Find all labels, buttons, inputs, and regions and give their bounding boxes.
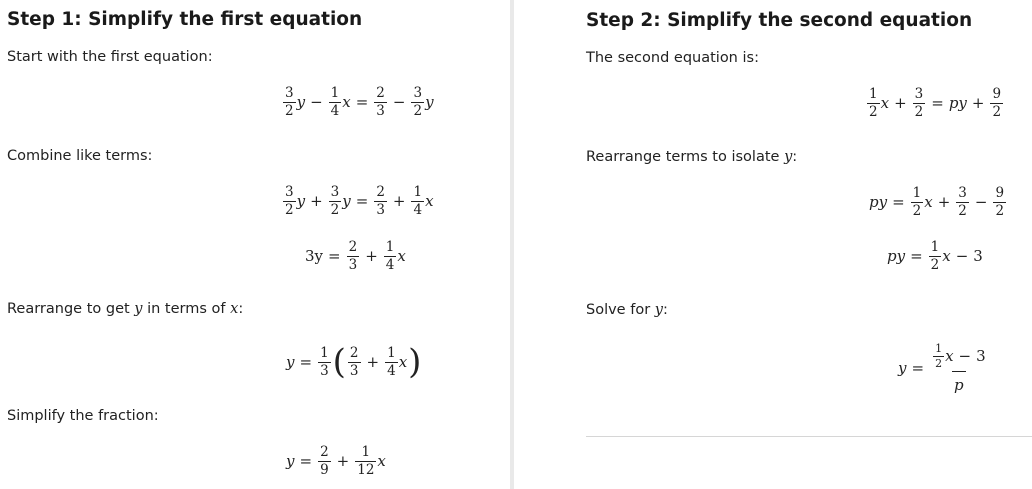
solved-y-equation: y = $\frac{1}{2}$ x − 3 p: [898, 342, 986, 395]
simplified-equation: y = $\frac{2}{9}$ + $\frac{1}{12}$ x: [286, 444, 386, 478]
isolate-text: Rearrange terms to isolate y:: [586, 149, 798, 165]
step2-intro-text: The second equation is:: [586, 50, 759, 66]
step1-heading: Step 1: Simplify the first equation: [7, 9, 363, 30]
fraction: $\frac{9}{2}$: [995, 185, 1005, 219]
fraction: $\frac{1}{4}$: [385, 239, 395, 273]
py-equation: py = $\frac{1}{2}$ x − 3: [887, 239, 983, 273]
fraction: $\frac{1}{2}$: [869, 86, 878, 120]
left-step-panel: [0, 0, 510, 489]
three-y-equation: 3y = $\frac{2}{3}$ + $\frac{1}{4}$ x: [305, 239, 406, 273]
fraction: $\frac{1}{3}$: [320, 345, 329, 379]
isolated-equation: py = $\frac{1}{2}$ x + $\frac{3}{2}$ − $\frac{9}{2}$: [869, 185, 1005, 219]
fraction: $\frac{3}{2}$: [285, 85, 294, 119]
fraction: $\frac{3}{2}$: [330, 184, 340, 218]
fraction: $\frac{2}{3}$: [376, 85, 385, 119]
fraction: $\frac{1}{2}$ x − 3 p: [935, 342, 986, 395]
fraction: $\frac{2}{3}$: [376, 184, 385, 218]
fraction: $\frac{3}{2}$: [958, 185, 967, 219]
section-divider: [586, 436, 1032, 437]
combine-like-terms-text: Combine like terms:: [7, 148, 153, 164]
right-step-panel: [514, 0, 1032, 489]
fraction: $\frac{1}{2}$: [912, 185, 922, 219]
fraction: $\frac{1}{4}$: [387, 345, 396, 379]
fraction: $\frac{9}{2}$: [992, 86, 1002, 120]
first-equation: $\frac{3}{2}$ y − $\frac{1}{4}$ x = $\frac{2}{3}$ − $\frac{3}{2}$ y: [285, 85, 434, 119]
second-equation: $\frac{1}{2}$ x + $\frac{3}{2}$ = py + $\frac{9}{2}$: [869, 86, 1002, 120]
fraction: $\frac{1}{4}$: [330, 85, 340, 119]
solve-for-y-text: Solve for y:: [586, 302, 668, 318]
simplify-fraction-text: Simplify the fraction:: [7, 408, 159, 424]
y-in-terms-of-x-equation: y = $\frac{1}{3}$ ( $\frac{2}{3}$ + $\frac{1}{4}$ x ): [286, 341, 422, 382]
fraction: $\frac{2}{9}$: [320, 444, 329, 478]
fraction: $\frac{2}{3}$: [349, 345, 359, 379]
step1-intro-text: Start with the first equation:: [7, 49, 213, 65]
right-paren: ): [408, 341, 422, 382]
combined-equation: $\frac{3}{2}$ y + $\frac{3}{2}$ y = $\frac{2}{3}$ + $\frac{1}{4}$ x: [285, 184, 434, 218]
rearrange-text: Rearrange to get y in terms of x:: [7, 301, 244, 317]
fraction: $\frac{3}{2}$: [413, 85, 423, 119]
fraction: $\frac{1}{2}$: [930, 239, 940, 273]
fraction: $\frac{3}{2}$: [285, 184, 294, 218]
fraction: $\frac{1}{4}$: [413, 184, 423, 218]
fraction: $\frac{1}{12}$: [357, 444, 375, 478]
fraction: $\frac{3}{2}$: [914, 86, 924, 120]
fraction: $\frac{2}{3}$: [348, 239, 358, 273]
step2-heading: Step 2: Simplify the second equation: [586, 10, 973, 31]
left-paren: (: [332, 341, 346, 382]
fraction: $\frac{1}{2}$: [935, 342, 943, 371]
